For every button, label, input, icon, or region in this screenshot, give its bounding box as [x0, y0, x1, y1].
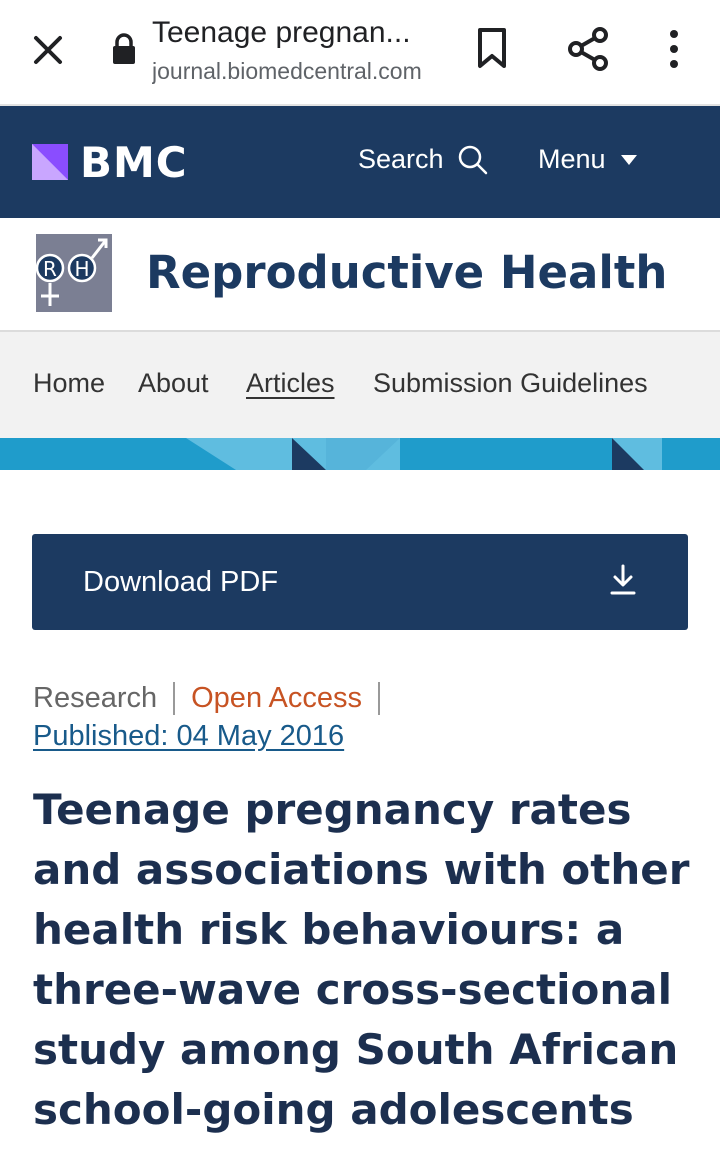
nav-articles[interactable]: Articles: [246, 368, 335, 398]
search-button[interactable]: [358, 144, 488, 175]
article-type: Research: [33, 682, 175, 715]
published-date-link[interactable]: Published: 04 May 2016: [33, 720, 345, 752]
decorative-banner: [0, 438, 720, 470]
bookmark-icon[interactable]: [474, 26, 510, 70]
journal-header: [0, 218, 720, 332]
share-icon[interactable]: [566, 26, 610, 72]
nav-home[interactable]: Home: [33, 368, 106, 398]
article-meta: [33, 678, 380, 718]
caret-down-icon: [620, 154, 638, 166]
search-icon: [458, 145, 488, 175]
journal-nav: [0, 332, 720, 438]
nav-submission-guidelines[interactable]: Submission Guidelines: [373, 368, 648, 398]
lock-icon: [110, 32, 138, 66]
browser-url[interactable]: journal.biomedcentral.com: [152, 58, 422, 84]
more-vert-icon[interactable]: [662, 28, 686, 70]
bmc-logo[interactable]: [32, 138, 188, 186]
journal-logo-icon[interactable]: [36, 234, 112, 312]
browser-toolbar: [0, 0, 720, 106]
open-access-badge[interactable]: Open Access: [175, 682, 380, 715]
download-icon: [610, 564, 636, 596]
close-icon[interactable]: [28, 30, 68, 70]
svg-text:R: R: [43, 257, 57, 281]
bmc-header: [0, 106, 720, 218]
journal-title[interactable]: Reproductive Health: [146, 246, 668, 299]
menu-button[interactable]: [538, 144, 638, 175]
bmc-logo-mark-icon: [32, 144, 68, 180]
download-pdf-label: Download PDF: [83, 566, 279, 598]
article-title: Teenage pregnancy rates and associations with other health risk behaviours: a three-wave cross-sectional study among South African school-going adolescents: [33, 785, 690, 1134]
bmc-logo-text: BMC: [80, 137, 188, 187]
search-label: Search: [358, 144, 444, 174]
browser-page-title[interactable]: Teenage pregnan...: [152, 16, 411, 49]
nav-about[interactable]: About: [138, 368, 209, 398]
menu-label: Menu: [538, 144, 606, 174]
download-pdf-button[interactable]: [32, 534, 688, 630]
svg-text:H: H: [74, 257, 90, 281]
